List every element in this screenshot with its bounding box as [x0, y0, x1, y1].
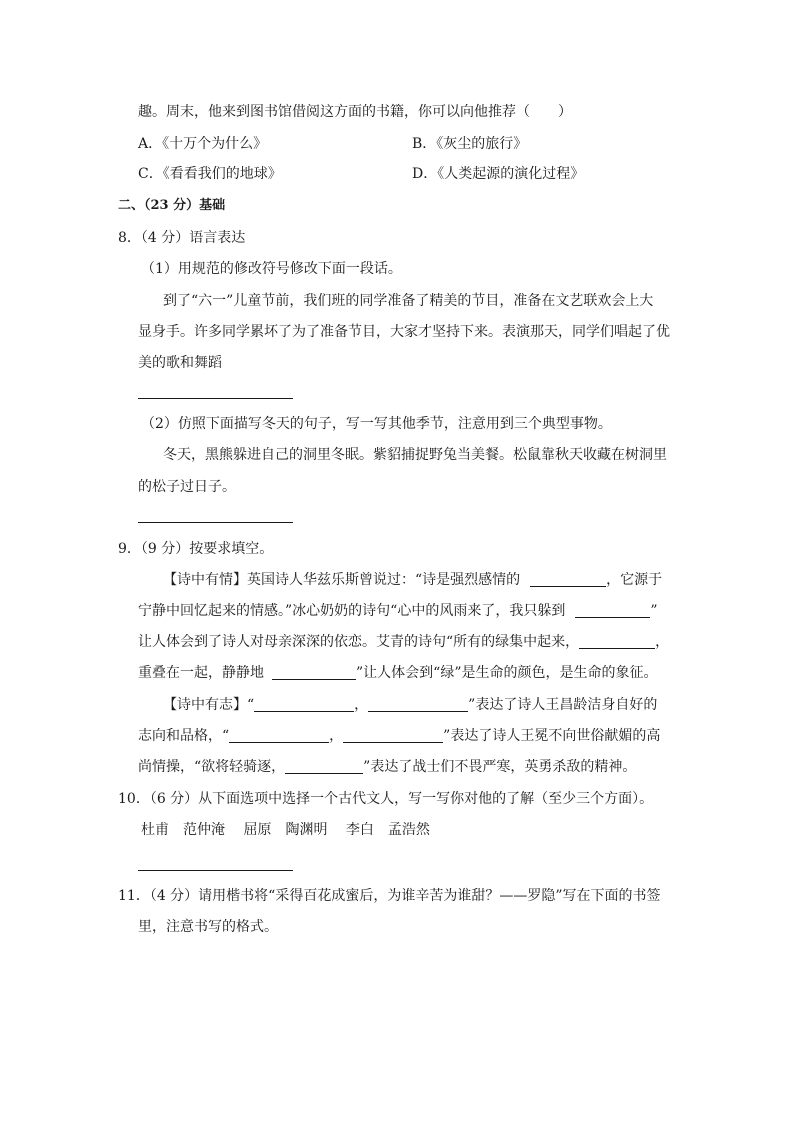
- q9-para2-line3: [138, 757, 636, 777]
- q7-option-a[interactable]: A．《十万个为什么》: [138, 136, 268, 152]
- q9-heading: 9．（9 分）按要求填空。: [118, 541, 274, 557]
- q10-heading: 10．（6 分）从下面选项中选择一个古代文人，写一写你对他的了解（至少三个方面）。: [118, 791, 654, 807]
- fill-blank[interactable]: [285, 757, 363, 774]
- q9-text: ，: [655, 634, 670, 650]
- q8-paragraph-line1: 到了“六一”儿童节前，我们班的同学准备了精美的节目，准备在文艺联欢会上大: [163, 293, 654, 309]
- q9-text: 【诗中有情】英国诗人华兹乐斯曾说过：“诗是强烈感情的: [163, 572, 521, 588]
- q9-text: 尚情操，“欲将轻骑逐，: [138, 759, 286, 775]
- q9-text: 志向和品格，“: [138, 728, 230, 744]
- q9-para1-line1: [163, 570, 662, 590]
- q9-para1-line3: [138, 632, 669, 652]
- q8-heading: 8．（4 分）语言表达: [118, 230, 246, 246]
- fill-blank[interactable]: [530, 570, 606, 587]
- q7-option-b[interactable]: B．《灰尘的旅行》: [412, 136, 528, 152]
- q8-sub1-answer-line[interactable]: [138, 398, 293, 399]
- section-title: 二、（23 分）基础: [118, 198, 226, 213]
- q11-line2: 里，注意书写的格式。: [138, 919, 278, 935]
- q9-para1-line4: [138, 663, 657, 683]
- q8-winter-line1: 冬天，黑熊躲进自己的洞里冬眠。紫貂捕捉野兔当美餐。松鼠靠秋天收藏在树洞里: [163, 447, 667, 463]
- q7-option-d[interactable]: D．《人类起源的演化过程》: [412, 166, 585, 182]
- q9-para2-line2: [138, 726, 660, 746]
- fill-blank[interactable]: [229, 726, 329, 743]
- q9-text: 【诗中有志】“: [163, 697, 255, 713]
- fill-blank[interactable]: [254, 695, 354, 712]
- q9-para1-line2: [138, 601, 658, 621]
- q9-text: ”让人体会到“绿”是生命的颜色，是生命的象征。: [356, 665, 658, 681]
- q7-option-c[interactable]: C．《看看我们的地球》: [138, 166, 282, 182]
- q8-paragraph-line2: 显身手。许多同学累坏了为了准备节目，大家才坚持下来。表演那天，同学们唱起了优: [138, 324, 670, 340]
- page-top-margin: [0, 0, 794, 60]
- q9-text: 重叠在一起，静静地: [138, 665, 264, 681]
- fill-blank[interactable]: [575, 601, 650, 618]
- q9-text: ”表达了诗人王冕不向世俗献媚的高: [443, 728, 661, 744]
- q7-stem-tail: 趣。周末，他来到图书馆借阅这方面的书籍，你可以向他推荐（ ）: [138, 104, 572, 120]
- q9-para2-line1: [163, 695, 657, 715]
- q9-text: ，: [329, 728, 344, 744]
- q9-text: ，它源于: [606, 572, 663, 588]
- q9-text: ”: [650, 603, 658, 619]
- q9-text: ”表达了战士们不畏严寒，英勇杀敌的精神。: [363, 759, 637, 775]
- q8-paragraph-line3: 美的歌和舞蹈: [138, 355, 222, 371]
- q10-name-options: 杜甫 范仲淹 屈原 陶渊明 李白 孟浩然: [141, 822, 430, 838]
- q9-text: ，: [354, 697, 369, 713]
- q8-sub1-instruction: （1）用规范的修改符号修改下面一段话。: [141, 261, 402, 277]
- fill-blank[interactable]: [272, 663, 356, 680]
- q9-text: 让人体会到了诗人对母亲深深的依恋。艾青的诗句“所有的绿集中起来，: [138, 634, 580, 650]
- q11-line1: 11．（4 分）请用楷书将“采得百花成蜜后，为谁辛苦为谁甜？——罗隐”写在下面的书签: [118, 888, 661, 904]
- fill-blank[interactable]: [368, 695, 468, 712]
- q8-sub2-answer-line[interactable]: [138, 522, 293, 523]
- fill-blank[interactable]: [343, 726, 443, 743]
- q9-text: ”表达了诗人王昌龄洁身自好的: [468, 697, 658, 713]
- q8-sub2-instruction: （2）仿照下面描写冬天的句子，写一写其他季节，注意用到三个典型事物。: [141, 416, 612, 432]
- q8-winter-line2: 的松子过日子。: [138, 479, 236, 495]
- q10-answer-line[interactable]: [138, 870, 293, 871]
- q9-text: 宁静中回忆起来的情感。”冰心奶奶的诗句“心中的风雨来了，我只躲到: [138, 603, 566, 619]
- fill-blank[interactable]: [579, 632, 655, 649]
